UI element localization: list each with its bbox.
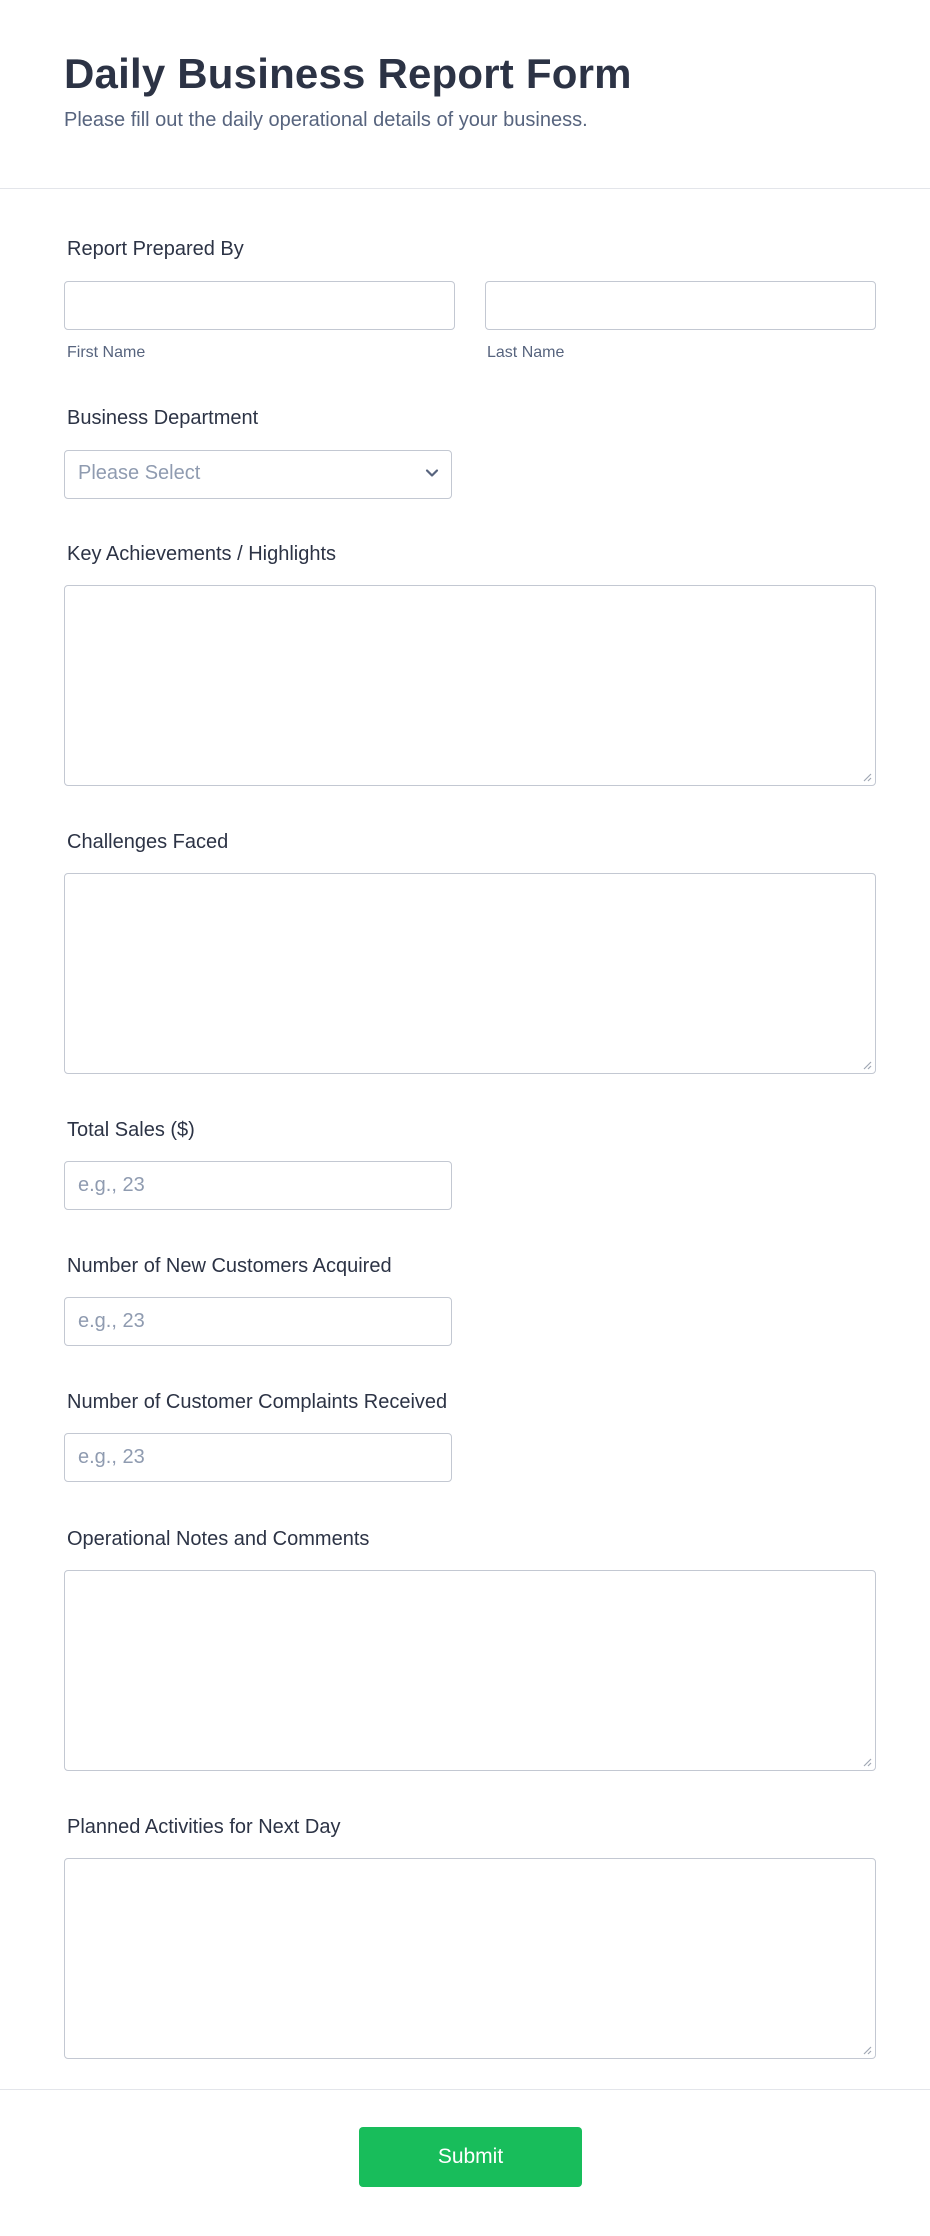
- notes-label: Operational Notes and Comments: [67, 1528, 370, 1550]
- last-name-input[interactable]: [485, 281, 876, 330]
- submit-button[interactable]: Submit: [359, 2127, 582, 2187]
- department-select-value: Please Select: [78, 462, 201, 484]
- total-sales-label: Total Sales ($): [67, 1119, 195, 1141]
- complaints-input[interactable]: [64, 1433, 452, 1482]
- resize-handle-icon[interactable]: [860, 2043, 872, 2055]
- achievements-label: Key Achievements / Highlights: [67, 543, 337, 565]
- form-header: [0, 0, 930, 189]
- department-label: Business Department: [67, 407, 259, 429]
- new-customers-input[interactable]: [64, 1297, 452, 1346]
- first-name-sublabel: First Name: [67, 344, 146, 361]
- department-select[interactable]: [64, 450, 452, 499]
- form-subtitle: Please fill out the daily operational details of your business.: [64, 109, 588, 131]
- total-sales-input[interactable]: [64, 1161, 452, 1210]
- planned-label: Planned Activities for Next Day: [67, 1816, 341, 1838]
- prepared-by-label: Report Prepared By: [67, 238, 244, 260]
- resize-handle-icon[interactable]: [860, 1755, 872, 1767]
- notes-textarea[interactable]: [64, 1570, 876, 1771]
- new-customers-label: Number of New Customers Acquired: [67, 1255, 392, 1277]
- challenges-label: Challenges Faced: [67, 831, 229, 853]
- challenges-textarea[interactable]: [64, 873, 876, 1074]
- planned-textarea[interactable]: [64, 1858, 876, 2059]
- chevron-down-icon: [425, 468, 439, 478]
- first-name-input[interactable]: [64, 281, 455, 330]
- complaints-label: Number of Customer Complaints Received: [67, 1391, 448, 1413]
- resize-handle-icon[interactable]: [860, 770, 872, 782]
- resize-handle-icon[interactable]: [860, 1058, 872, 1070]
- last-name-sublabel: Last Name: [487, 344, 565, 361]
- achievements-textarea[interactable]: [64, 585, 876, 786]
- form-title: Daily Business Report Form: [64, 50, 632, 97]
